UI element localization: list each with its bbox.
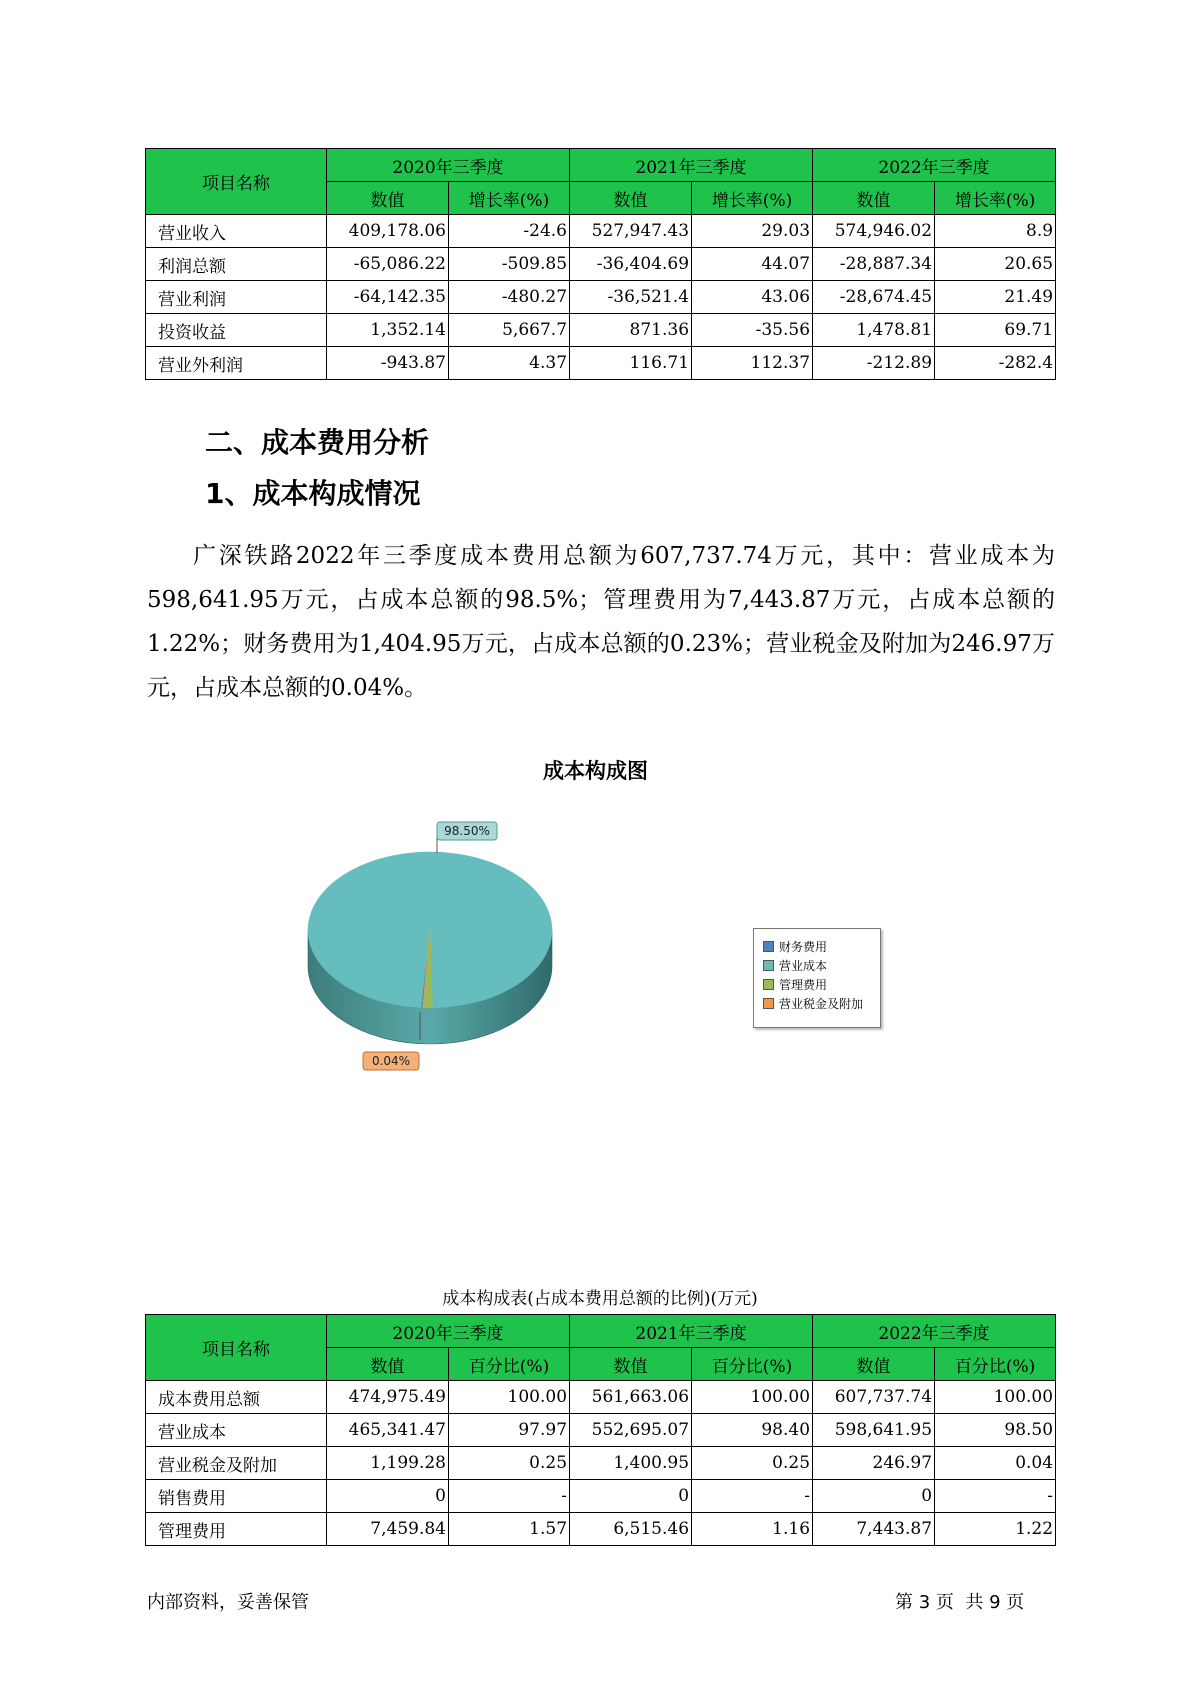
cost-paragraph: 广深铁路2022年三季度成本费用总额为607,737.74万元，其中：营业成本为598,641.95万元，占成本总额的98.5%；管理费用为7,443.87万元，占成本总额的1.22%；财务费用为1,404.95万元，占成本总额的0.23%；营业税金及附加为246.97万元，占成本总额的0.04%。 [147, 543, 1055, 701]
cell: 20.65 [935, 248, 1056, 281]
legend-label: 管理费用 [779, 978, 828, 992]
header-year-2022: 2022年三季度 [813, 1315, 1056, 1348]
cell: 112.37 [692, 347, 813, 380]
header-year-2022: 2022年三季度 [813, 149, 1056, 182]
page-label: 页 [1006, 1592, 1025, 1613]
cell: - [692, 1480, 813, 1513]
cell: 0.25 [449, 1447, 570, 1480]
cell: 465,341.47 [327, 1414, 449, 1447]
header-year-2020: 2020年三季度 [327, 1315, 570, 1348]
legend-item [763, 994, 880, 1013]
cell: 574,946.02 [813, 215, 935, 248]
header-year-2021: 2021年三季度 [570, 1315, 813, 1348]
header-value: 数值 [813, 182, 935, 215]
legend-item [763, 975, 880, 994]
cell: 100.00 [449, 1381, 570, 1414]
cell: 1,400.95 [570, 1447, 692, 1480]
cell: 44.07 [692, 248, 813, 281]
cell: 871.36 [570, 314, 692, 347]
cell: -65,086.22 [327, 248, 449, 281]
header-item-name: 项目名称 [146, 149, 327, 215]
row-name: 利润总额 [146, 248, 327, 281]
page-current: 3 [918, 1592, 931, 1613]
row-name: 成本费用总额 [146, 1381, 327, 1414]
cell: 1,199.28 [327, 1447, 449, 1480]
cell: -64,142.35 [327, 281, 449, 314]
table-row [146, 1414, 1056, 1447]
cell: 4.37 [449, 347, 570, 380]
cell: -35.56 [692, 314, 813, 347]
legend-label: 财务费用 [779, 940, 828, 954]
cost-table [145, 1314, 1056, 1546]
chart-legend [753, 928, 881, 1028]
section-heading: 二、成本费用分析 [205, 426, 430, 459]
chart-title: 成本构成图 [543, 759, 648, 783]
cell: -36,404.69 [570, 248, 692, 281]
legend-swatch [763, 998, 774, 1009]
header-growth: 增长率(%) [449, 182, 570, 215]
cell: 552,695.07 [570, 1414, 692, 1447]
legend-label: 营业成本 [779, 959, 828, 973]
row-name: 营业外利润 [146, 347, 327, 380]
cell: 1,352.14 [327, 314, 449, 347]
header-value: 数值 [327, 1348, 449, 1381]
page-total: 9 [989, 1592, 1001, 1613]
cell: 0 [813, 1480, 935, 1513]
legend-label: 营业税金及附加 [779, 997, 864, 1011]
cell: 98.50 [935, 1414, 1056, 1447]
legend-swatch [763, 979, 774, 990]
cell: 7,443.87 [813, 1513, 935, 1546]
page-label: 第 [895, 1592, 913, 1613]
cell: 246.97 [813, 1447, 935, 1480]
cell: - [449, 1480, 570, 1513]
cell: -509.85 [449, 248, 570, 281]
cell: 607,737.74 [813, 1381, 935, 1414]
table-row [146, 1381, 1056, 1414]
header-percent: 百分比(%) [692, 1348, 813, 1381]
row-name: 营业成本 [146, 1414, 327, 1447]
cell: 21.49 [935, 281, 1056, 314]
cell: 8.9 [935, 215, 1056, 248]
footer-page-number [895, 1588, 1024, 1614]
header-value: 数值 [327, 182, 449, 215]
cell: 0.04 [935, 1447, 1056, 1480]
row-name: 营业利润 [146, 281, 327, 314]
cell: 6,515.46 [570, 1513, 692, 1546]
table-row [146, 1513, 1056, 1546]
header-growth: 增长率(%) [935, 182, 1056, 215]
row-name: 管理费用 [146, 1513, 327, 1546]
cell: 1,478.81 [813, 314, 935, 347]
cell: 100.00 [692, 1381, 813, 1414]
cell: -28,674.45 [813, 281, 935, 314]
cell: 0 [327, 1480, 449, 1513]
cell: 5,667.7 [449, 314, 570, 347]
legend-item [763, 937, 880, 956]
header-year-2021: 2021年三季度 [570, 149, 813, 182]
header-percent: 百分比(%) [935, 1348, 1056, 1381]
cell: 1.16 [692, 1513, 813, 1546]
legend-swatch [763, 960, 774, 971]
cell: 97.97 [449, 1414, 570, 1447]
data-label-operating-cost: 98.50% [444, 824, 490, 838]
legend-swatch [763, 941, 774, 952]
page-label: 页 共 [935, 1592, 984, 1613]
table-caption: 成本构成表(占成本费用总额的比例)(万元) [442, 1289, 758, 1309]
cell: 1.57 [449, 1513, 570, 1546]
data-label-tax-surcharge: 0.04% [371, 1054, 411, 1068]
cell: -943.87 [327, 347, 449, 380]
cell: -36,521.4 [570, 281, 692, 314]
header-year-2020: 2020年三季度 [327, 149, 570, 182]
legend-item [763, 956, 880, 975]
cell: 0.25 [692, 1447, 813, 1480]
table-row [146, 1447, 1056, 1480]
cell: 29.03 [692, 215, 813, 248]
cell: 116.71 [570, 347, 692, 380]
cell: 409,178.06 [327, 215, 449, 248]
row-name: 营业税金及附加 [146, 1447, 327, 1480]
cell: 0 [570, 1480, 692, 1513]
cell: -28,887.34 [813, 248, 935, 281]
footer-confidential: 内部资料，妥善保管 [147, 1592, 309, 1613]
row-name: 投资收益 [146, 314, 327, 347]
cell: 98.40 [692, 1414, 813, 1447]
header-percent: 百分比(%) [449, 1348, 570, 1381]
cell: 527,947.43 [570, 215, 692, 248]
header-item-name: 项目名称 [146, 1315, 327, 1381]
cell: 561,663.06 [570, 1381, 692, 1414]
header-value: 数值 [813, 1348, 935, 1381]
cell: 43.06 [692, 281, 813, 314]
cell: 100.00 [935, 1381, 1056, 1414]
cell: -24.6 [449, 215, 570, 248]
cell: - [935, 1480, 1056, 1513]
header-value: 数值 [570, 1348, 692, 1381]
header-value: 数值 [570, 182, 692, 215]
row-name: 营业收入 [146, 215, 327, 248]
cell: 598,641.95 [813, 1414, 935, 1447]
cell: -212.89 [813, 347, 935, 380]
cell: 69.71 [935, 314, 1056, 347]
cell: -282.4 [935, 347, 1056, 380]
table-row [146, 1480, 1056, 1513]
row-name: 销售费用 [146, 1480, 327, 1513]
cell: 474,975.49 [327, 1381, 449, 1414]
cell: 7,459.84 [327, 1513, 449, 1546]
cell: 1.22 [935, 1513, 1056, 1546]
sub-heading: 1、成本构成情况 [205, 477, 421, 510]
header-growth: 增长率(%) [692, 182, 813, 215]
cell: -480.27 [449, 281, 570, 314]
